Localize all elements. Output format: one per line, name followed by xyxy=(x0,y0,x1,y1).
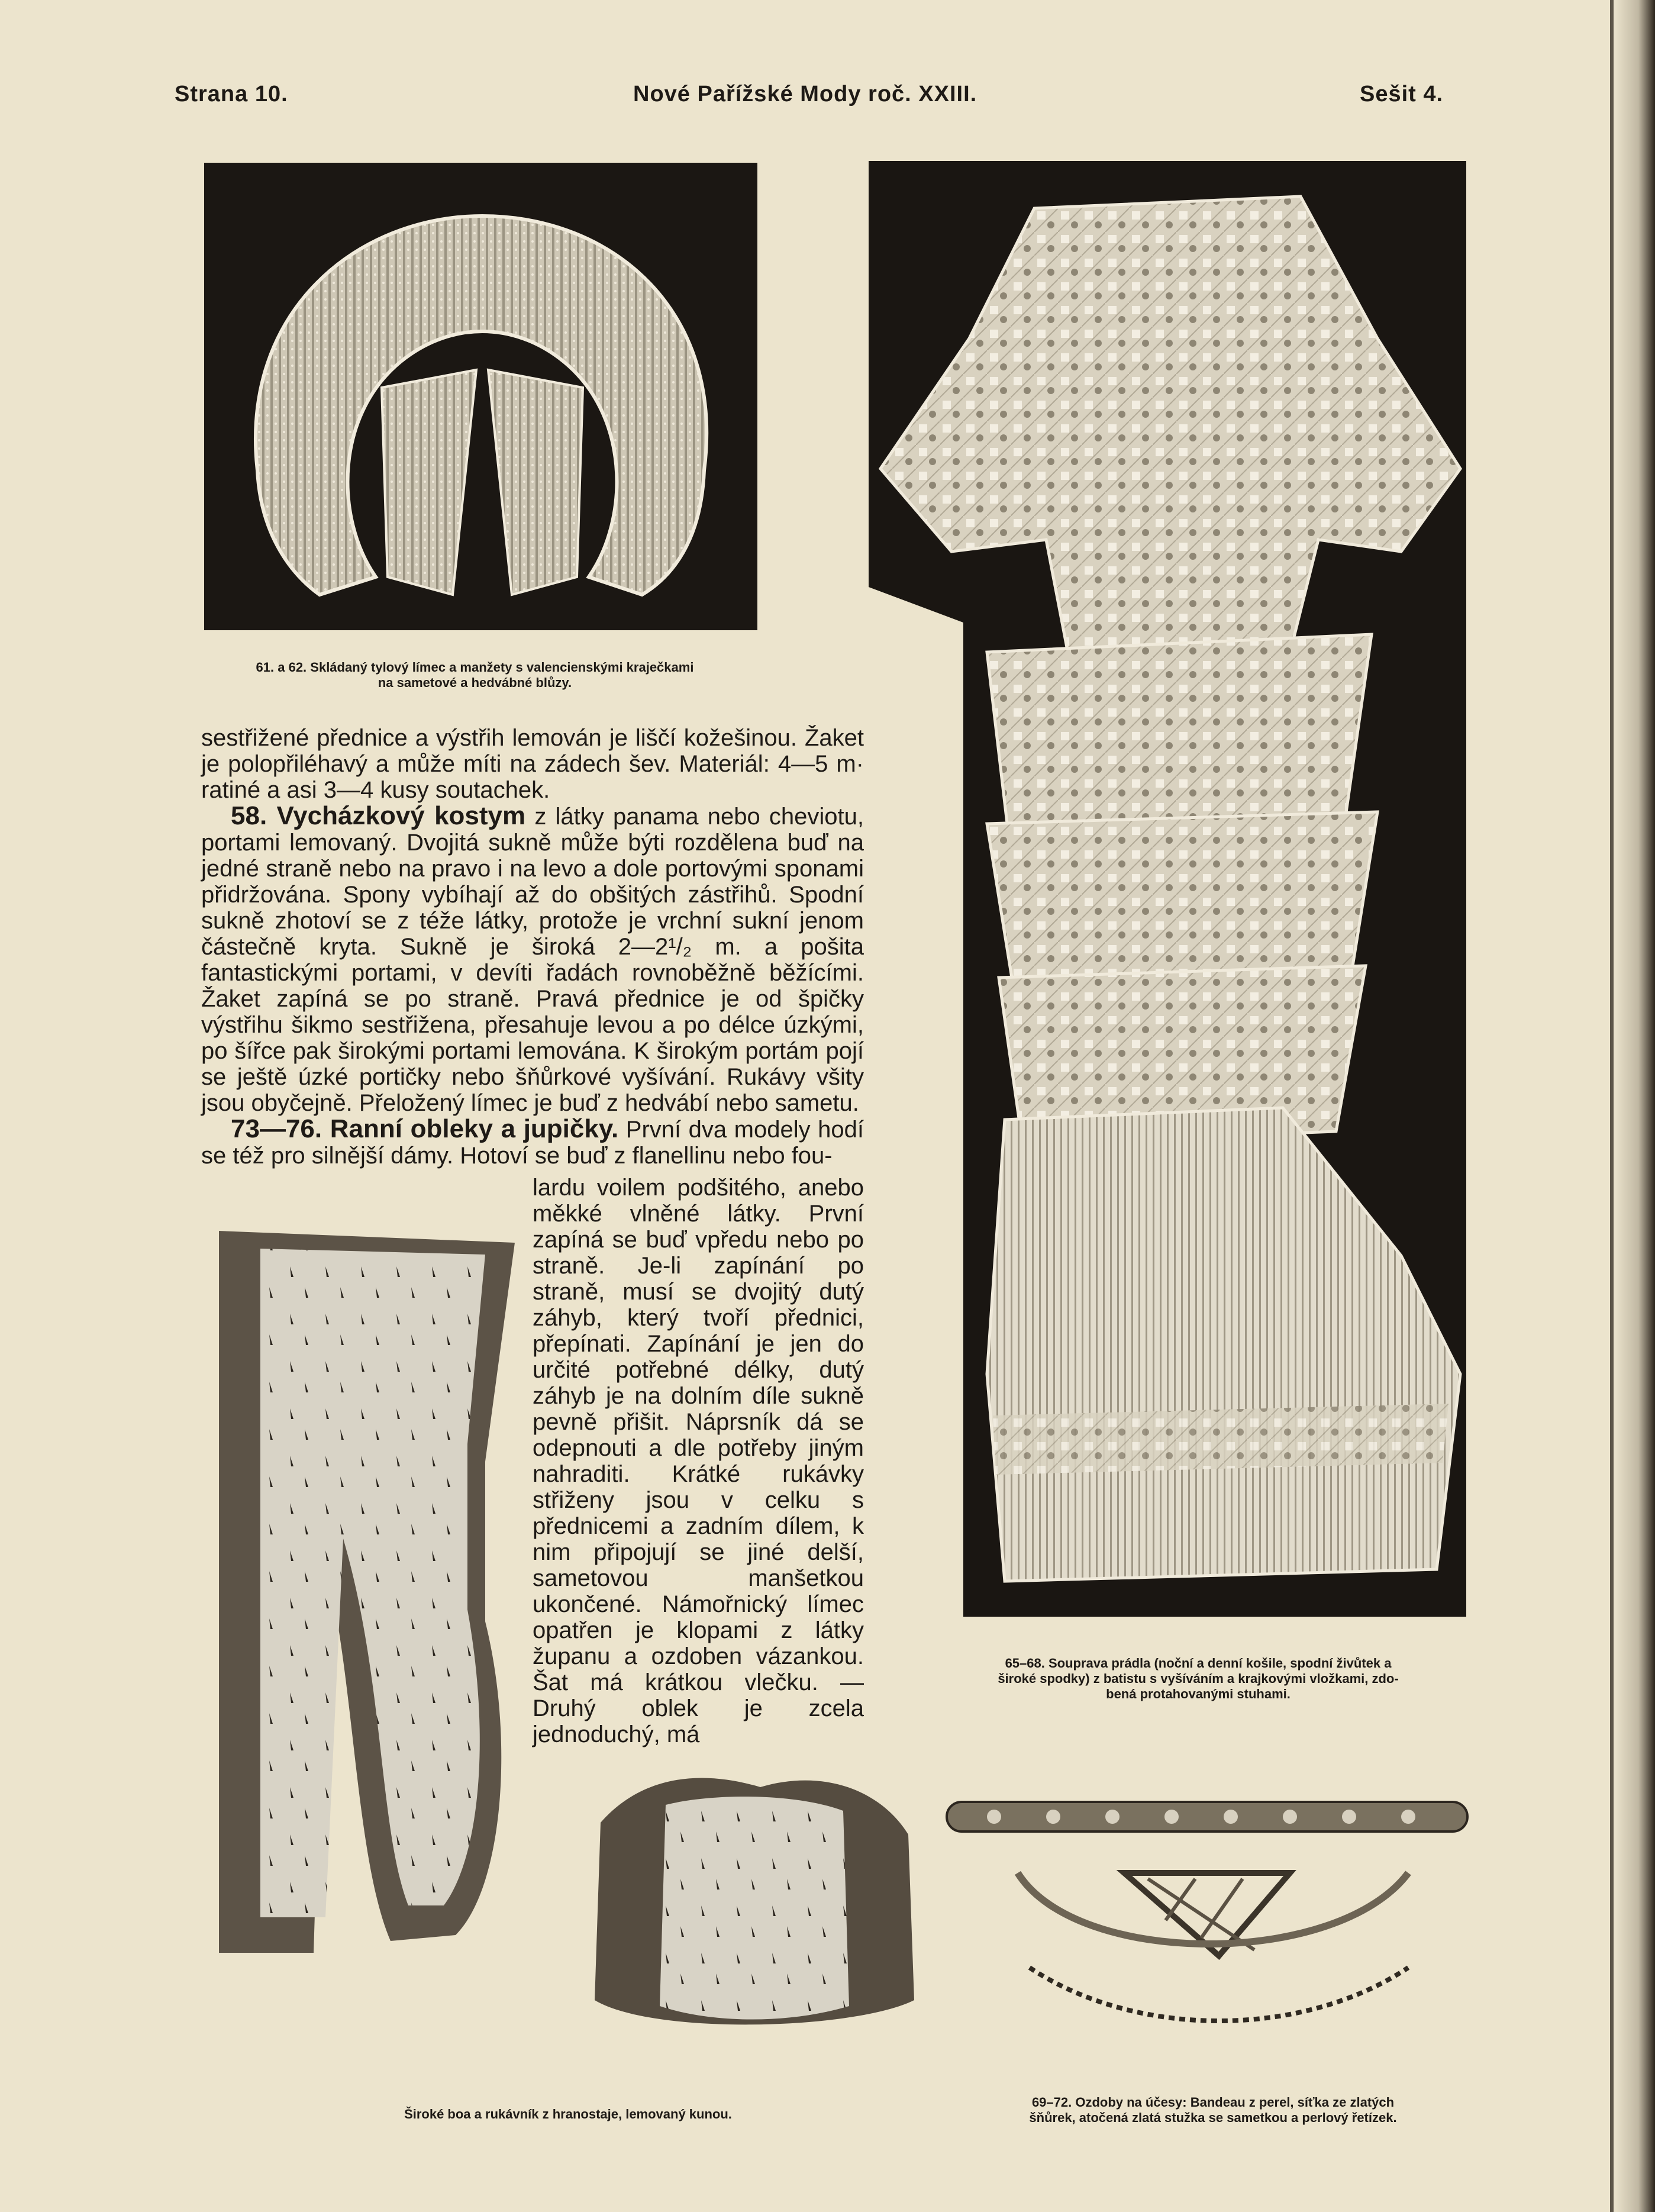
hair-caption-line1: 69–72. Ozdoby na účesy: Bandeau z perel, síťka ze zlatých xyxy=(1031,2095,1395,2110)
paragraph-58-body: z látky panama nebo cheviotu, portami lemovaný. Dvojitá sukně může býti rozdělena buď na jedné straně nebo na pravo i na levo a dole portovými sponami přidržována. Spony vybíhají až do obšitých zástřihů. Spodní sukně zhotoví se z téže látky, protože je vrchní sukní jenom částečně kryta. Sukně je široká 2—2¹/₂ m. a pošita fantastickými portami, v devíti řadách rovnoběžně běžícími. Žaket zapíná se po straně. Pravá přednice je od špičky výstřihu šikmo sestřižena, přesahuje levou a po délce úzkými, po šířce pak širokými portami lemována. K širokým portám pojí se ještě úzké portičky nebo šňůrkové vyšívání. Rukávy všity jsou obyčejně. Přeložený límec je buď z hedvábí nebo sametu. xyxy=(201,804,864,1116)
hair-caption-line2: šňůrek, atočená zlatá stužka se sametkou a perlový řetízek. xyxy=(1029,2110,1397,2125)
paragraph-73-body: První dva modely hodí se též pro silnější dámy. Hotoví se buď z flanellinu nebo fou- xyxy=(201,1117,864,1169)
heading-73: 73—76. Ranní obleky a jupičky. xyxy=(231,1114,619,1143)
collar-caption xyxy=(157,660,793,691)
article-text-narrow-column: lardu voilem podšitého, anebo měkké vlněné látky. První zapíná se buď vpředu nebo po straně. Je-li zapínání po straně, musí se dvojitý dutý záhyb, který tvoří přednici, přepínati. Zapínání je jen do určité potřebné délky, dutý záhyb je na dolním díle sukně pevně přišit. Náprsník dá se odepnouti a dle potřeby jiným nahraditi. Krátké rukávky střiženy jsou v celku s přednicemi a zadním dílem, k nim připojují se jiné delší, sametovou manšetkou ukončené. Námořnický límec opatřen je klopami z látky županu a ozdoben vázankou. Šat má krátkou vlečku. — Druhý oblek je zcela jednoduchý, má xyxy=(533,1175,864,1747)
collar-caption-line1: 61. a 62. Skládaný tylový límec a manžety s valencienskými kraječkami xyxy=(256,660,694,675)
lingerie-photo xyxy=(869,161,1466,1617)
hair-ornaments-photo xyxy=(923,1790,1491,2050)
running-title: Nové Pařížské Mody roč. XXIII. xyxy=(633,82,977,107)
heading-58: 58. Vycházkový kostym xyxy=(231,801,526,830)
lingerie-caption xyxy=(923,1656,1473,1702)
lingerie-caption-line3: bená protahovanými stuhami. xyxy=(1106,1687,1291,1701)
issue-number: Sešit 4. xyxy=(1360,82,1444,107)
hair-ornaments-illustration xyxy=(923,1790,1491,2050)
page-edge-shadow xyxy=(1614,0,1655,2212)
lingerie-illustration xyxy=(869,161,1466,1617)
lingerie-caption-line2: široké spodky) z batistu s vyšíváním a krajkovými vložkami, zdo- xyxy=(998,1671,1399,1686)
paragraph-58 xyxy=(201,803,864,1116)
boa-illustration xyxy=(207,1207,550,1965)
collar-caption-line2: na sametové a hedvábné blůzy. xyxy=(378,675,572,690)
page-number: Strana 10. xyxy=(175,82,288,107)
boa-caption: Široké boa a rukávník z hranostaje, lemovaný kunou. xyxy=(404,2107,732,2121)
hair-ornaments-caption xyxy=(947,2095,1479,2126)
collar-illustration xyxy=(204,163,757,630)
muff-photo xyxy=(583,1752,920,2047)
page-edge-line xyxy=(1610,0,1614,2212)
collar-photo xyxy=(204,163,757,630)
muff-illustration xyxy=(583,1752,920,2047)
paragraph-73 xyxy=(201,1116,864,1169)
article-text xyxy=(201,725,864,1169)
paragraph-intro: sestřižené přednice a výstřih lemován je liščí kožešinou. Žaket je polopřiléhavý a může míti na zádech šev. Materiál: 4—5 m· ratiné a asi 3—4 kusy soutachek. xyxy=(201,725,864,803)
lingerie-caption-line1: 65–68. Souprava prádla (noční a denní košile, spodní živůtek a xyxy=(1005,1656,1392,1671)
boa-photo xyxy=(207,1207,550,1965)
